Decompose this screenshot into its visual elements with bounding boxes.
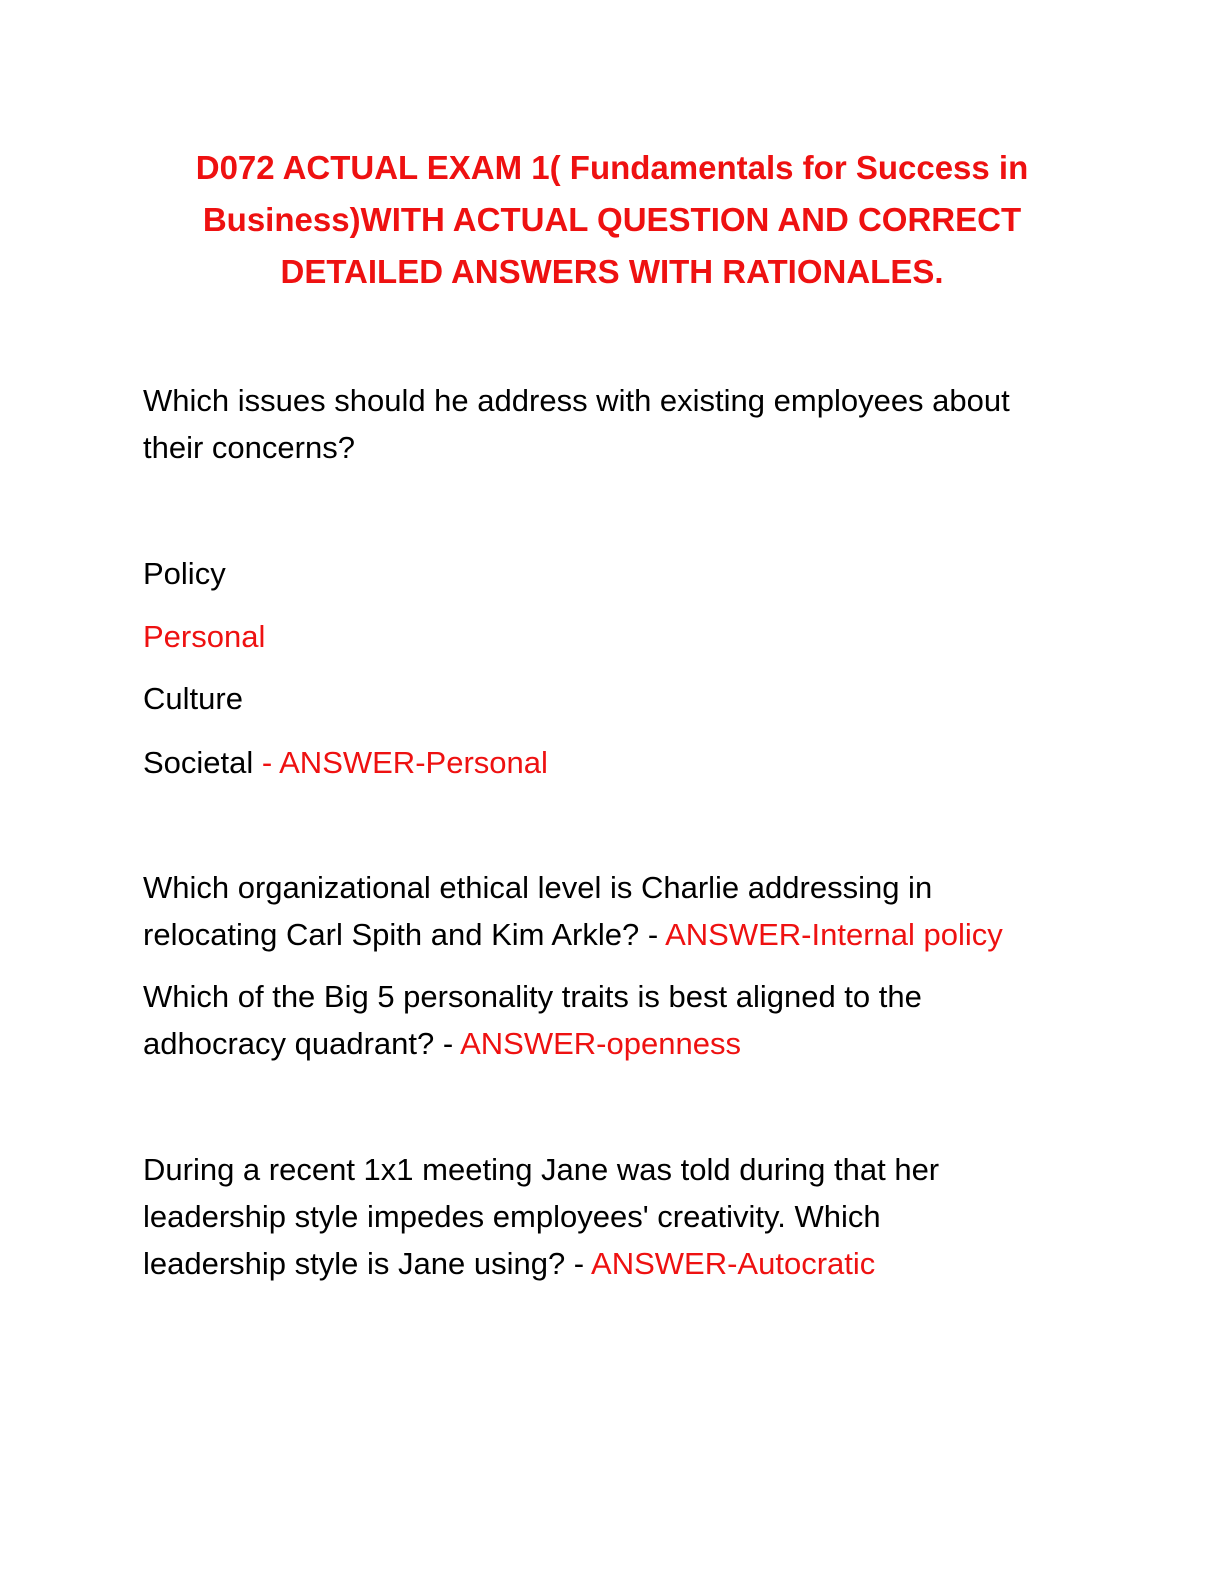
title-line-2: Business)WITH ACTUAL QUESTION AND CORRECT bbox=[202, 201, 1022, 238]
question-3-answer: ANSWER-openness bbox=[460, 1026, 741, 1061]
title-line-3: DETAILED ANSWERS WITH RATIONALES. bbox=[280, 253, 944, 290]
question-1-line-1: Which issues should he address with existing employees about bbox=[143, 383, 1010, 418]
option-personal: Personal bbox=[143, 619, 266, 654]
question-3-text: adhocracy quadrant? - bbox=[143, 1026, 461, 1061]
option-culture: Culture bbox=[143, 681, 243, 716]
question-4-line-2: leadership style impedes employees' creativity. Which bbox=[143, 1199, 881, 1234]
question-4-line-1: During a recent 1x1 meeting Jane was told during that her bbox=[143, 1152, 940, 1187]
question-4-answer: ANSWER-Autocratic bbox=[591, 1246, 876, 1281]
question-2-text: relocating Carl Spith and Kim Arkle? - bbox=[143, 917, 666, 952]
question-2-line-2 bbox=[143, 911, 1003, 958]
option-societal: Societal bbox=[143, 745, 254, 780]
question-4-line-3 bbox=[143, 1240, 875, 1287]
question-3-line-1: Which of the Big 5 personality traits is best aligned to the bbox=[143, 979, 922, 1014]
question-3-line-2 bbox=[143, 1020, 741, 1067]
question-2-answer: ANSWER-Internal policy bbox=[665, 917, 1003, 952]
question-4-text: leadership style is Jane using? - bbox=[143, 1246, 592, 1281]
question-2-line-1: Which organizational ethical level is Charlie addressing in bbox=[143, 870, 933, 905]
option-societal-line bbox=[143, 739, 548, 786]
option-policy: Policy bbox=[143, 556, 226, 591]
document-title bbox=[140, 142, 1084, 298]
question-1-line-2: their concerns? bbox=[143, 430, 355, 465]
question-1-answer: - ANSWER-Personal bbox=[253, 745, 548, 780]
title-line-1: D072 ACTUAL EXAM 1( Fundamentals for Success in bbox=[195, 149, 1029, 186]
